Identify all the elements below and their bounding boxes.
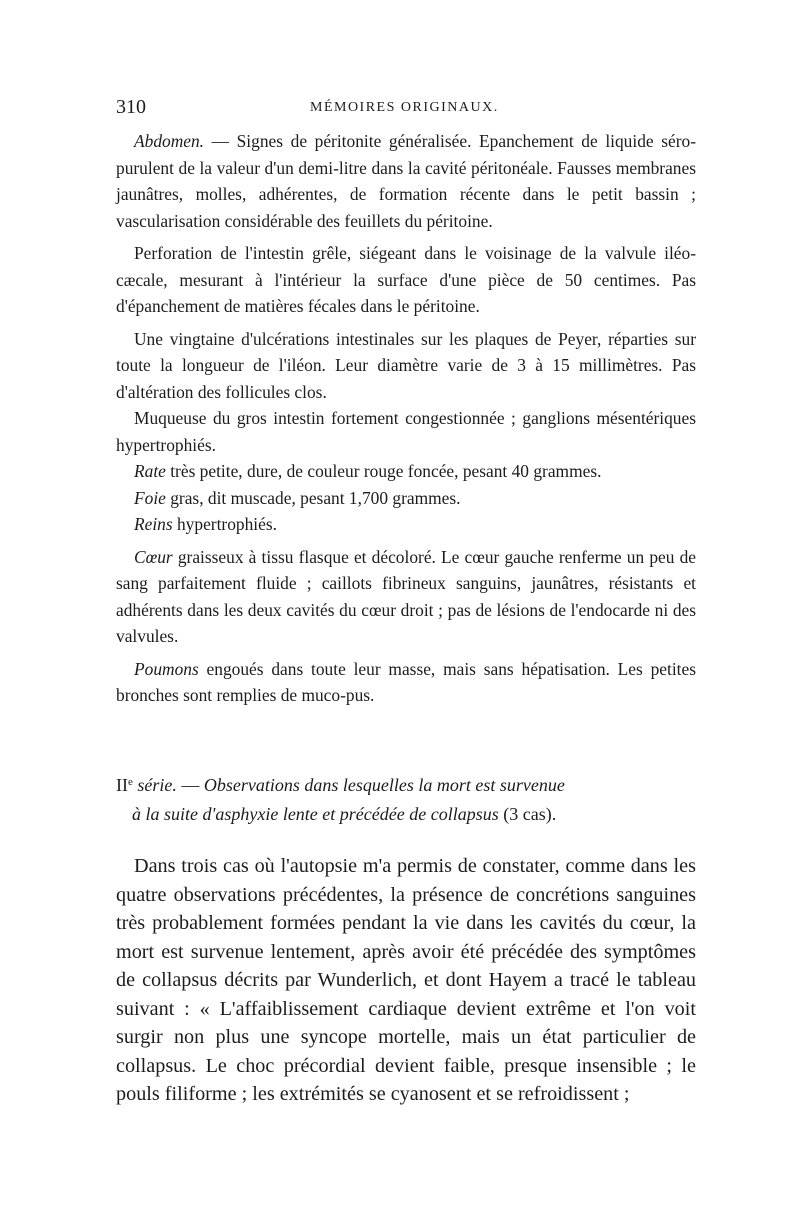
abdomen-text: — Signes de péritonite généralisée. Epanchement de liquide séro-purulent de la valeur d'un demi-litre dans la cavité péritonéale. Fausses membranes jaunâtres, molles, adhérentes, de formation récente dans le petit bassin ; vascularisation considérable des feuillets du péritoine. bbox=[116, 131, 696, 231]
poumons-lead: Poumons bbox=[134, 658, 199, 679]
section-serie: série. bbox=[137, 775, 177, 795]
section-count: (3 cas). bbox=[498, 804, 557, 824]
page-header bbox=[116, 96, 696, 122]
abdomen-lead: Abdomen. bbox=[134, 131, 205, 151]
rate-text: très petite, dure, de couleur rouge foncée, pesant 40 grammes. bbox=[165, 461, 602, 481]
ulcerations-paragraph: Une vingtaine d'ulcérations intestinales sur les plaques de Peyer, réparties sur toute la longueur de l'iléon. Leur diamètre varie de 3 à 15 millimètres. Pas d'altération des follicules clos. bbox=[116, 328, 696, 402]
abdomen-paragraph bbox=[116, 128, 696, 234]
coeur-text: graisseux à tissu flasque et décoloré. Le cœur gauche renferme un peu de sang parfaitement fluide ; caillots fibrineux sanguins, jaunâtres, résistants et adhérents dans les deux cavités du cœur droit ; pas de lésions de l'endocarde ni des valvules. bbox=[116, 546, 696, 646]
section-numeral-sup: e bbox=[128, 776, 133, 788]
coeur-lead: Cœur bbox=[134, 546, 173, 567]
section-dash: — bbox=[176, 775, 204, 795]
section-numeral: II bbox=[116, 775, 128, 795]
section-heading-line-2 bbox=[116, 800, 696, 829]
reins-paragraph bbox=[116, 511, 696, 538]
muqueuse-paragraph: Muqueuse du gros intestin fortement congestionnée ; ganglions mésentériques hypertrophiés. bbox=[116, 408, 696, 455]
running-title: MÉMOIRES ORIGINAUX. bbox=[310, 100, 499, 115]
reins-text: hypertrophiés. bbox=[172, 514, 277, 534]
poumons-text: engoués dans toute leur masse, mais sans hépatisation. Les petites bronches sont remplies de muco-pus. bbox=[116, 658, 696, 705]
rate-paragraph bbox=[116, 458, 696, 485]
reins-lead: Reins bbox=[134, 514, 173, 534]
section-title-2: à la suite d'asphyxie lente et précédée de collapsus bbox=[132, 804, 499, 824]
section-heading bbox=[116, 768, 696, 829]
foie-text: gras, dit muscade, pesant 1,700 grammes. bbox=[165, 487, 461, 508]
foie-paragraph bbox=[116, 485, 696, 512]
poumons-paragraph bbox=[116, 656, 696, 709]
foie-lead: Foie bbox=[134, 487, 166, 508]
section-title-1: Observations dans lesquelles la mort est survenue bbox=[203, 775, 565, 795]
section-heading-line-1 bbox=[116, 768, 696, 800]
perforation-paragraph: Perforation de l'intestin grêle, siégeant dans le voisinage de la valvule iléo-cæcale, mesurant à l'intérieur la surface d'une pièce de 50 centimes. Pas d'épanchement de matières fécales dans le péritoine. bbox=[116, 243, 696, 316]
coeur-paragraph bbox=[116, 544, 696, 650]
rate-lead: Rate bbox=[134, 461, 166, 481]
body-text bbox=[116, 852, 696, 1109]
autopsy-findings bbox=[116, 128, 696, 709]
page-number: 310 bbox=[116, 96, 146, 118]
body-paragraph: Dans trois cas où l'autopsie m'a permis de constater, comme dans les quatre observations précédentes, la présence de concrétions sanguines très probablement formées pendant la vie dans les cavités du cœur, la mort est survenue lentement, après avoir été précédée des symptômes de collapsus décrits par Wunderlich, et dont Hayem a tracé le tableau suivant : « L'affaiblissement cardiaque devient extrême et l'on voit surgir non plus une syncope mortelle, mais un état particulier de collapsus. Le choc précordial devient faible, presque insensible ; le pouls filiforme ; les extrémités se cyanosent et se refroidissent ; bbox=[116, 855, 696, 1105]
